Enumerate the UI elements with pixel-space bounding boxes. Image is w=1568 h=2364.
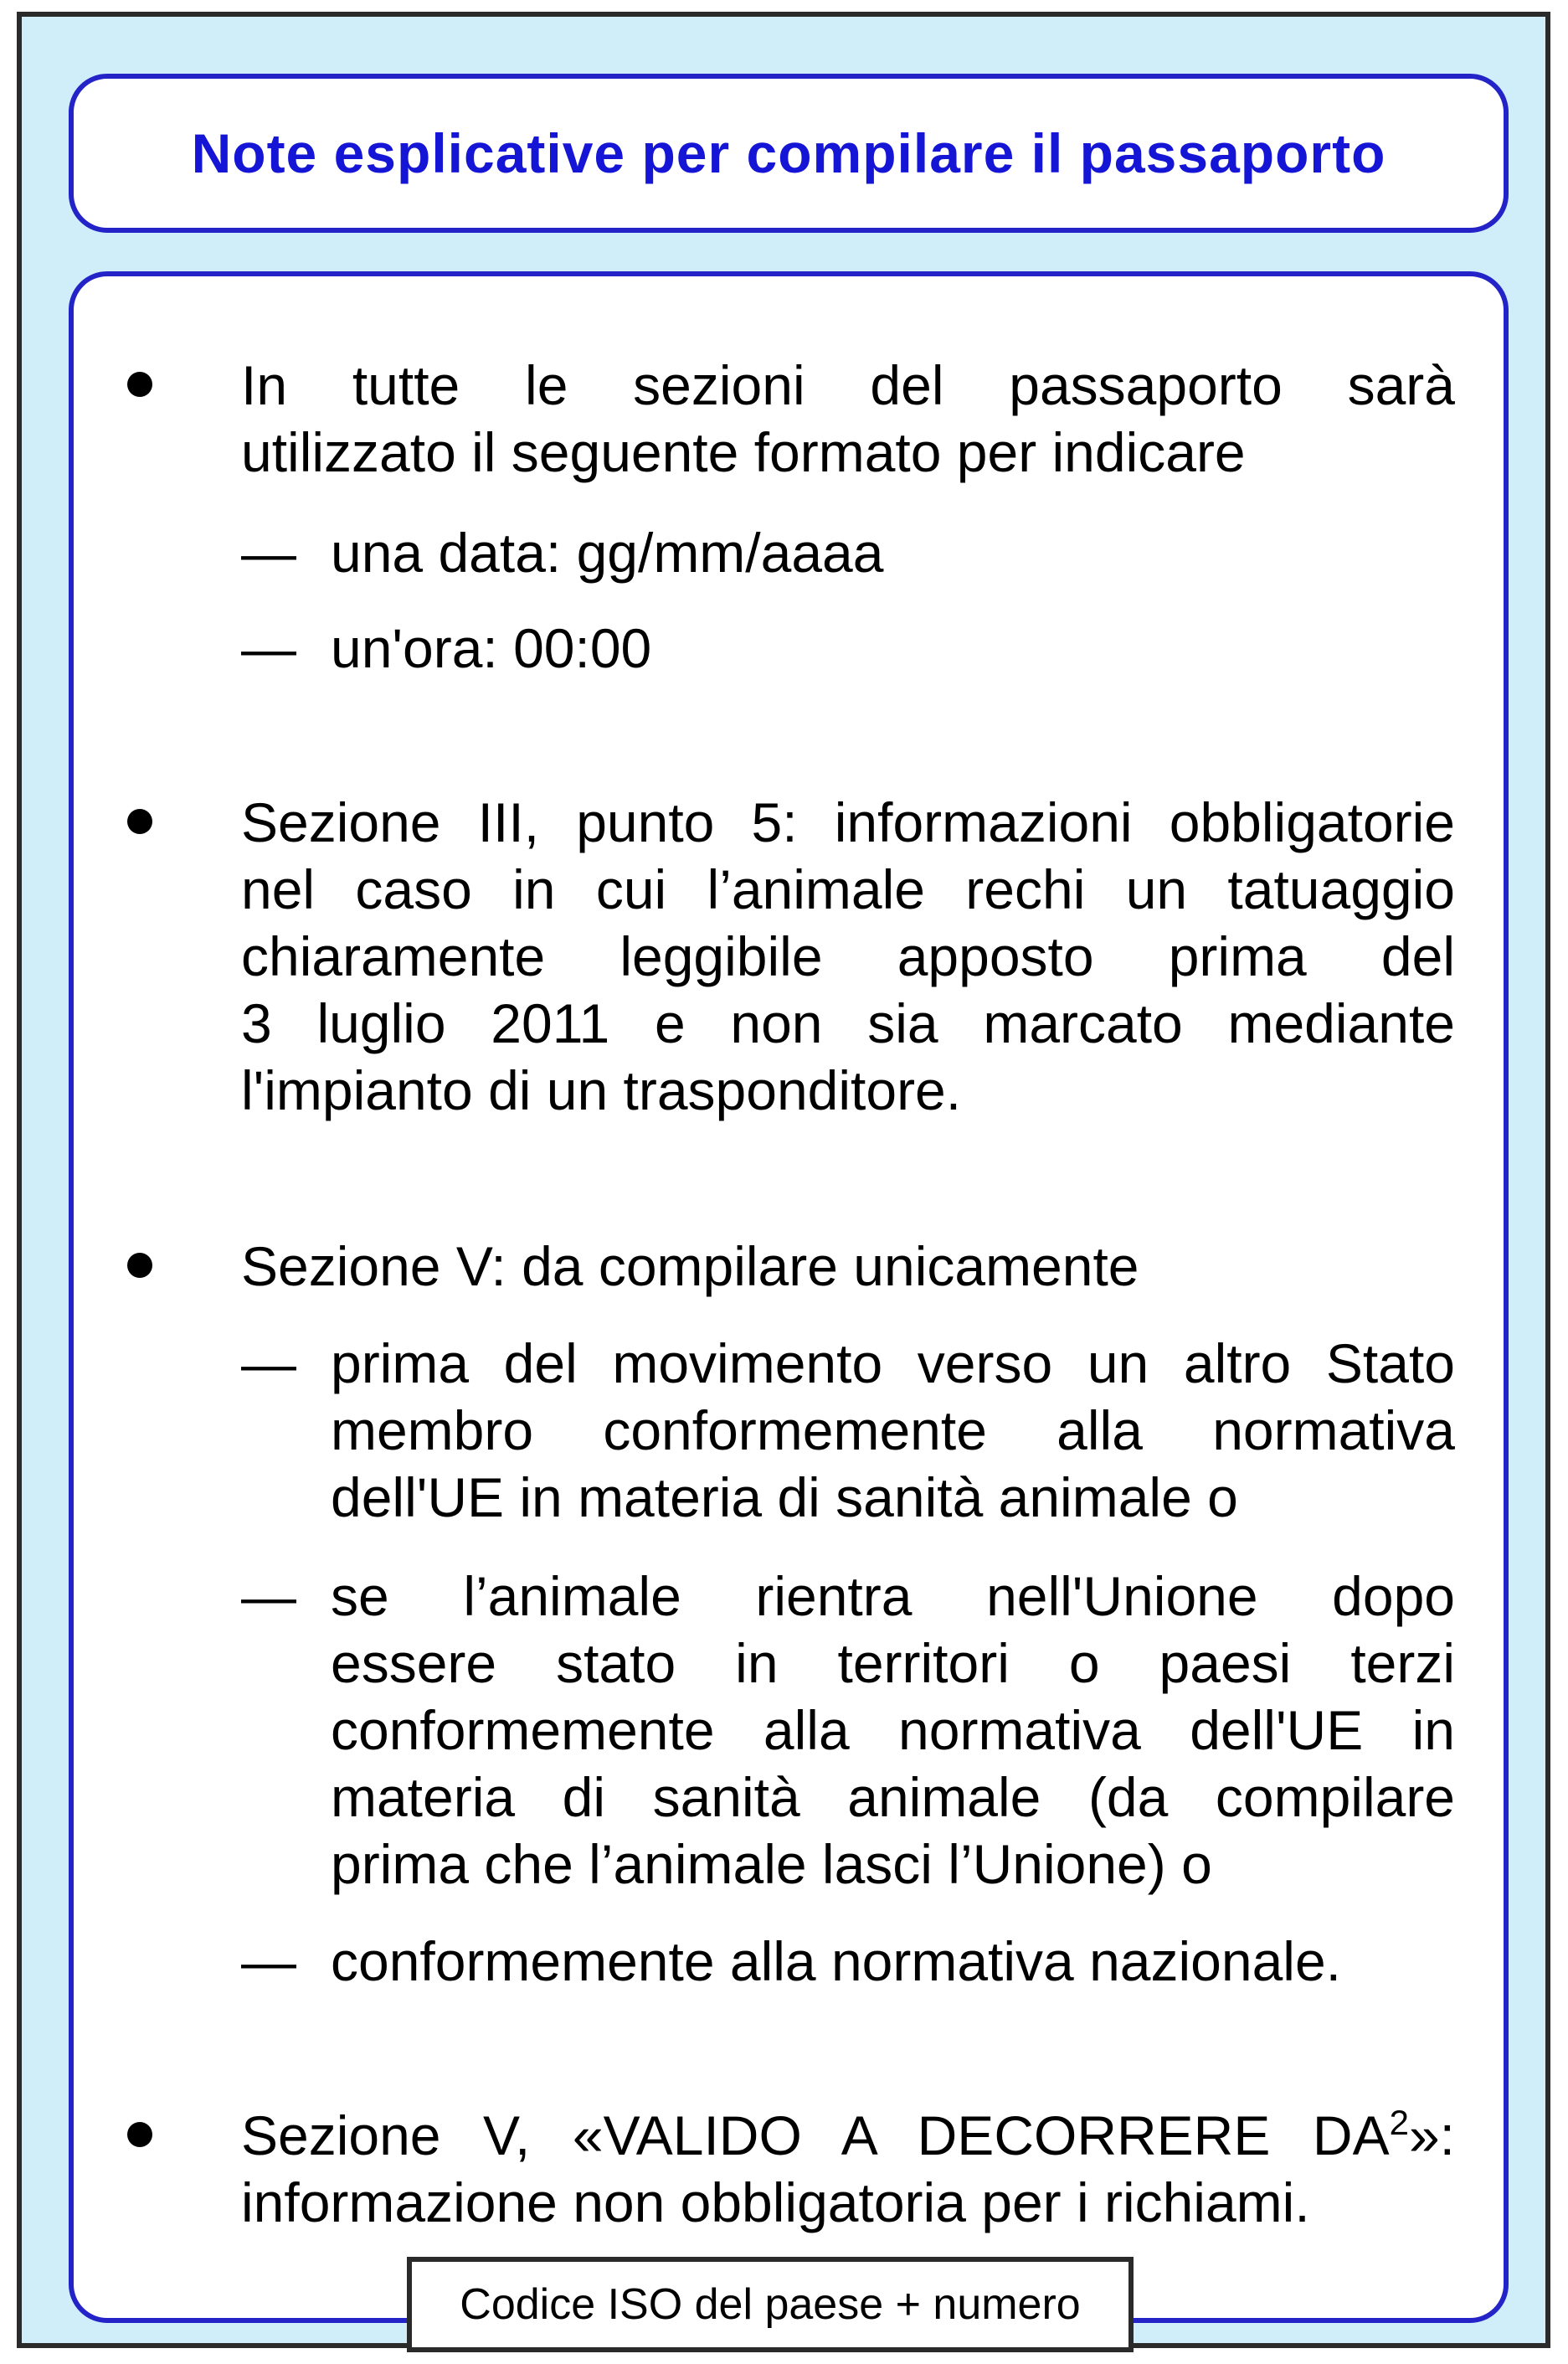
- valido-label-end: »:: [1408, 2104, 1455, 2166]
- dash-text: conformemente alla normativa nazionale.: [331, 1930, 1341, 1992]
- text-line: materia di sanità animale (da compilare: [331, 1766, 1455, 1828]
- text-line: se l’animale rientra nell'Unione dopo: [331, 1565, 1455, 1627]
- dash-icon: —: [241, 1930, 296, 1992]
- dash-text: [331, 1330, 1455, 1531]
- text-line: conformemente alla normativa dell'UE in: [331, 1699, 1455, 1761]
- title-box: [69, 74, 1509, 233]
- bullet-icon: [127, 372, 152, 397]
- text-line: essere stato in territori o paesi terzi: [331, 1632, 1455, 1694]
- text-line: Sezione V: da compilare unicamente: [241, 1235, 1139, 1297]
- dash-text: una data: gg/mm/aaaa: [331, 522, 884, 584]
- iso-code-box: [407, 2257, 1134, 2352]
- text-line: utilizzato il seguente formato per indicare: [241, 421, 1246, 483]
- page-title: Note esplicative per compilare il passaporto: [191, 122, 1386, 184]
- text-line: l'impianto di un trasponditore.: [241, 1059, 962, 1121]
- text-line: chiaramente leggibile apposto prima del: [241, 925, 1455, 987]
- dash-icon: —: [241, 522, 296, 584]
- text-line: Sezione III, punto 5: informazioni obbligatorie: [241, 791, 1455, 853]
- bullet-icon: [127, 1253, 152, 1278]
- text-line: membro conformemente alla normativa: [331, 1399, 1455, 1461]
- dash-icon: —: [241, 1332, 296, 1394]
- bullet-valido-text: [241, 2102, 1455, 2236]
- dash-icon: —: [241, 1565, 296, 1627]
- text-line: In tutte le sezioni del passaporto sarà: [241, 354, 1455, 416]
- notes-box: [69, 271, 1509, 2323]
- bullet-sezione-5-text: [241, 1233, 1455, 1300]
- text-line: 3 luglio 2011 e non sia marcato mediante: [241, 992, 1455, 1054]
- iso-code-label: Codice ISO del paese + numero: [460, 2280, 1081, 2329]
- footnote-ref: 2: [1389, 2103, 1409, 2142]
- bullet-formato-text: [241, 352, 1455, 486]
- dash-text: un'ora: 00:00: [331, 617, 652, 679]
- bullet-sezione-3-text: [241, 789, 1455, 1124]
- text-line: prima del movimento verso un altro Stato: [331, 1332, 1455, 1394]
- notes-content: [74, 276, 1504, 2318]
- text-line: prima che l’animale lasci l’Unione) o: [331, 1833, 1212, 1895]
- text-line: informazione non obbligatoria per i richiami.: [241, 2171, 1310, 2233]
- bullet-icon: [127, 809, 152, 834]
- bullet-icon: [127, 2122, 152, 2147]
- dash-icon: —: [241, 617, 296, 679]
- text-line: [241, 2102, 1455, 2169]
- text-line: dell'UE in materia di sanità animale o: [331, 1466, 1238, 1528]
- valido-label: Sezione V, «VALIDO A DECORRERE DA: [241, 2104, 1390, 2166]
- dash-text: [331, 1563, 1455, 1898]
- text-line: nel caso in cui l’animale rechi un tatuaggio: [241, 858, 1455, 920]
